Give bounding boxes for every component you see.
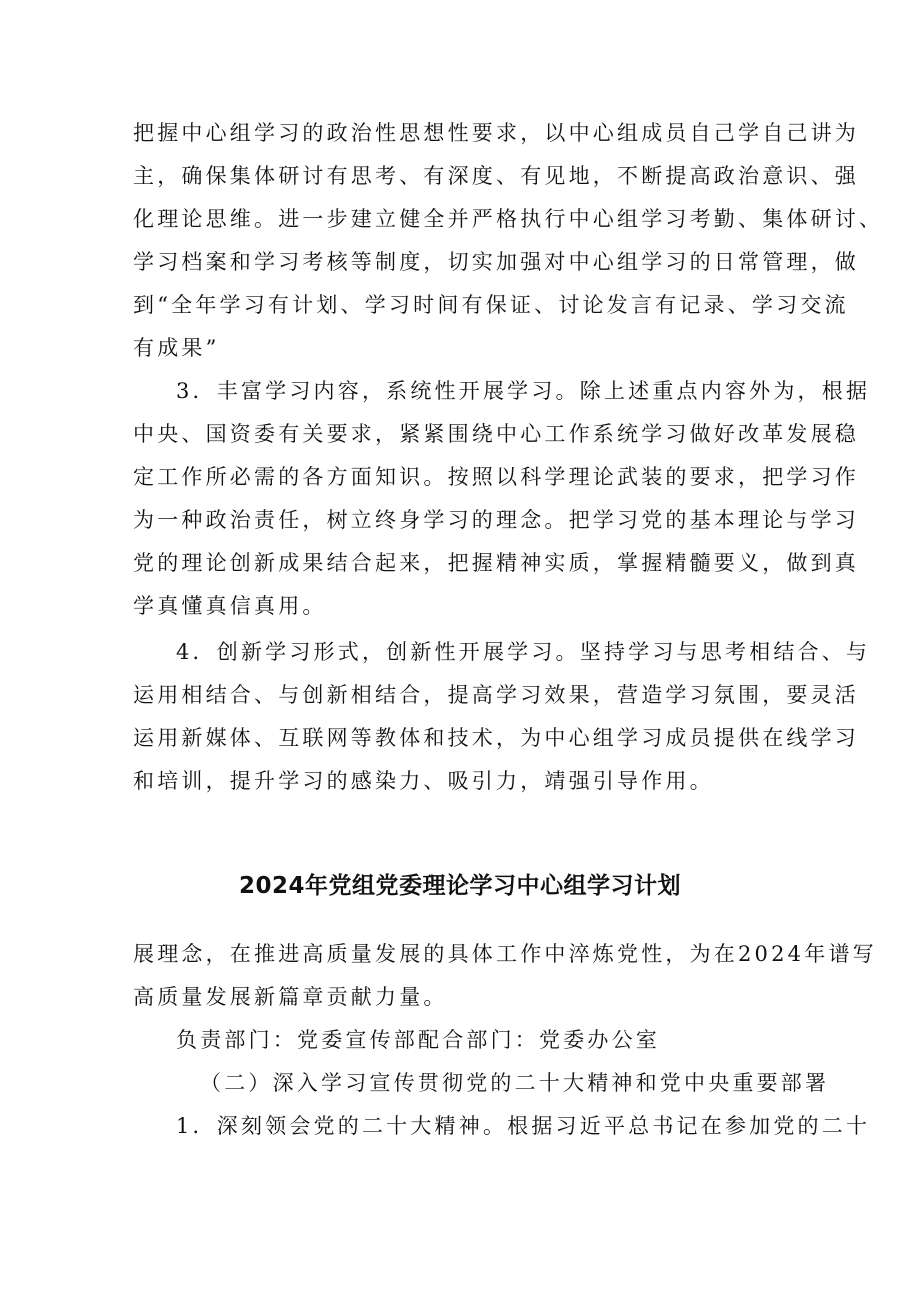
responsible-department-line: 负责部门：党委宣传部配合部门：党委办公室 bbox=[176, 1028, 660, 1052]
paragraph-line: 化理论思维。进一步建立健全并严格执行中心组学习考勤、集体研讨、 bbox=[133, 207, 884, 231]
paragraph-line: 党的理论创新成果结合起来，把握精神实质，掌握精髓要义，做到真 bbox=[133, 551, 859, 575]
paragraph-line: 和培训，提升学习的感染力、吸引力，靖强引导作用。 bbox=[133, 769, 714, 793]
paragraph-line: 展理念，在推进高质量发展的具体工作中淬炼党性，为在2024年谱写 bbox=[133, 942, 877, 966]
subheading: （二）深入学习宣传贯彻党的二十大精神和党中央重要部署 bbox=[200, 1071, 830, 1095]
paragraph-line: 主，确保集体研讨有思考、有深度、有见地，不断提高政治意识、强 bbox=[133, 164, 859, 188]
paragraph-line: 运用新媒体、互联网等教体和技术，为中心组学习成员提供在线学习 bbox=[133, 726, 859, 750]
paragraph-line: 中央、国资委有关要求，紧紧围绕中心工作系统学习做好改革发展稳 bbox=[133, 422, 859, 446]
paragraph-line: 到“全年学习有计划、学习时间有保证、讨论发言有记录、学习交流 bbox=[133, 293, 849, 317]
paragraph-line: 高质量发展新篇章贡献力量。 bbox=[133, 985, 448, 1009]
paragraph-line: 把握中心组学习的政治性思想性要求，以中心组成员自己学自己讲为 bbox=[133, 121, 859, 145]
paragraph-line: 有成果” bbox=[133, 336, 220, 360]
paragraph-line: 1．深刻领会党的二十大精神。根据习近平总书记在参加党的二十 bbox=[176, 1114, 871, 1138]
document-title: 2024年党组党委理论学习中心组学习计划 bbox=[238, 873, 681, 899]
paragraph-line: 3．丰富学习内容，系统性开展学习。除上述重点内容外为，根据 bbox=[176, 379, 871, 403]
paragraph-line: 运用相结合、与创新相结合，提高学习效果，营造学习氛围，要灵活 bbox=[133, 683, 859, 707]
paragraph-line: 定工作所必需的各方面知识。按照以科学理论武装的要求，把学习作 bbox=[133, 465, 859, 489]
paragraph-line: 4．创新学习形式，创新性开展学习。坚持学习与思考相结合、与 bbox=[176, 640, 871, 664]
paragraph-line: 学习档案和学习考核等制度，切实加强对中心组学习的日常管理，做 bbox=[133, 250, 859, 274]
paragraph-line: 为一种政治责任，树立终身学习的理念。把学习党的基本理论与学习 bbox=[133, 508, 859, 532]
paragraph-line: 学真懂真信真用。 bbox=[133, 594, 327, 618]
